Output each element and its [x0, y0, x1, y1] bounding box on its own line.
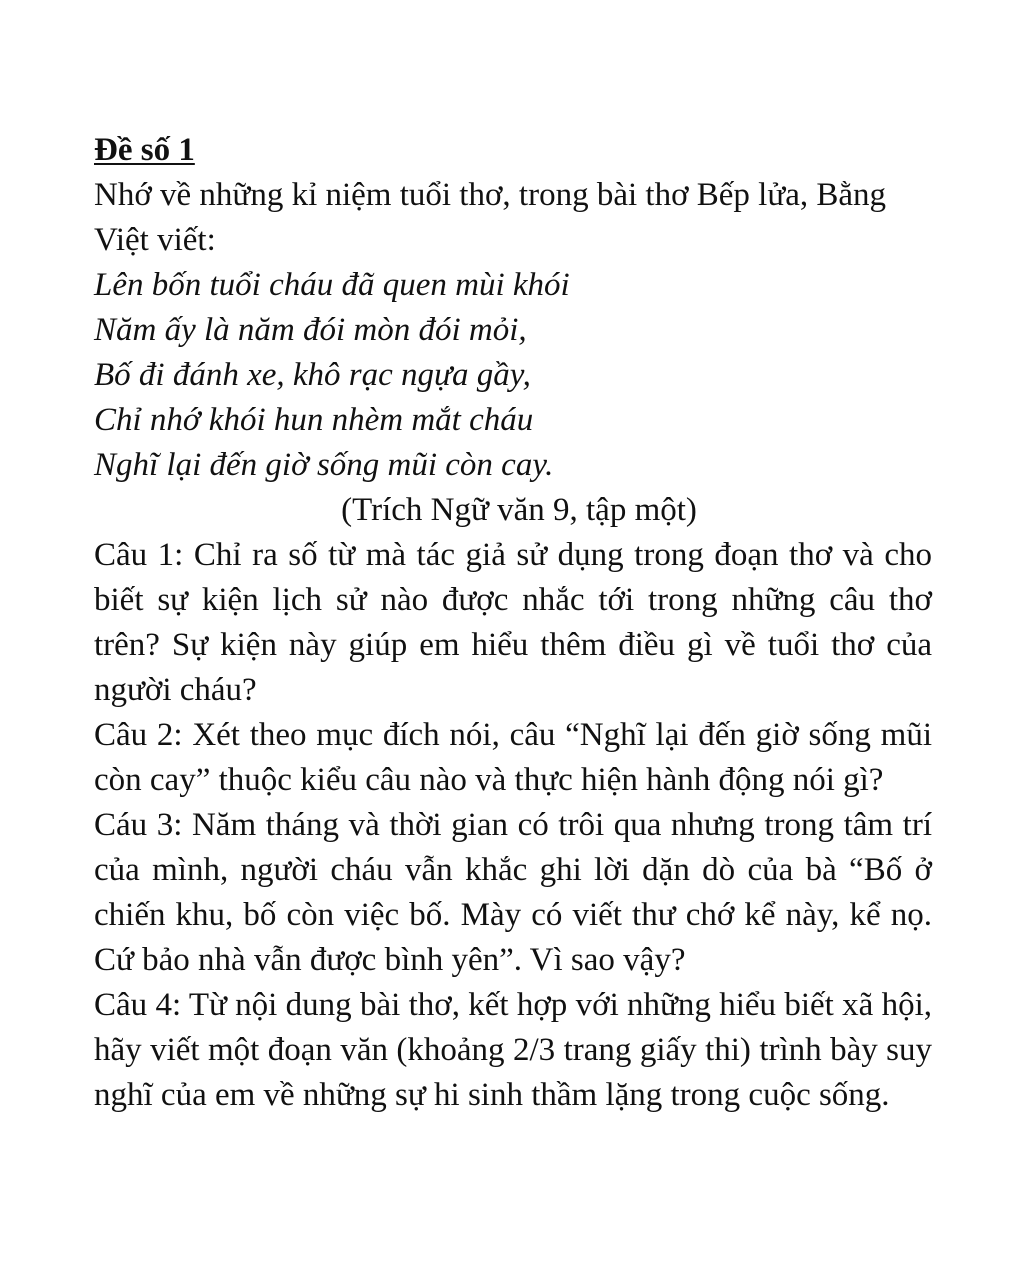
intro-paragraph: Nhớ về những kỉ niệm tuổi thơ, trong bài thơ Bếp lửa, Bằng Việt viết:: [94, 177, 887, 258]
poem-line: Lên bốn tuổi cháu đã quen mùi khói: [94, 267, 570, 303]
exam-document: [94, 128, 932, 1118]
poem-line: Năm ấy là năm đói mòn đói mỏi,: [94, 312, 527, 348]
poem-line: Chỉ nhớ khói hun nhèm mắt cháu: [94, 402, 534, 438]
question-4: Câu 4: Từ nội dung bài thơ, kết hợp với những hiểu biết xã hội, hãy viết một đoạn văn (khoảng 2/3 trang giấy thi) trình bày suy nghĩ của em về những sự hi sinh thầm lặng trong cuộc sống.: [94, 987, 932, 1113]
poem-line: Bố đi đánh xe, khô rạc ngựa gầy,: [94, 357, 531, 393]
source-citation: (Trích Ngữ văn 9, tập một): [341, 492, 697, 528]
poem-line: Nghĩ lại đến giờ sống mũi còn cay.: [94, 447, 554, 483]
question-1: Câu 1: Chỉ ra số từ mà tác giả sử dụng trong đoạn thơ và cho biết sự kiện lịch sử nào được nhắc tới trong những câu thơ trên? Sự kiện này giúp em hiểu thêm điều gì về tuổi thơ của người cháu?: [94, 537, 932, 708]
poem-excerpt: [94, 263, 932, 488]
question-2: Câu 2: Xét theo mục đích nói, câu “Nghĩ lại đến giờ sống mũi còn cay” thuộc kiểu câu nào và thực hiện hành động nói gì?: [94, 717, 932, 798]
question-3: Cáu 3: Năm tháng và thời gian có trôi qua nhưng trong tâm trí của mình, người cháu vẫn khắc ghi lời dặn dò của bà “Bố ở chiến khu, bố còn việc bố. Mày có viết thư chớ kể này, kể nọ. Cứ bảo nhà vẫn được bình yên”. Vì sao vậy?: [94, 807, 932, 978]
exam-heading: Đề số 1: [94, 132, 195, 168]
